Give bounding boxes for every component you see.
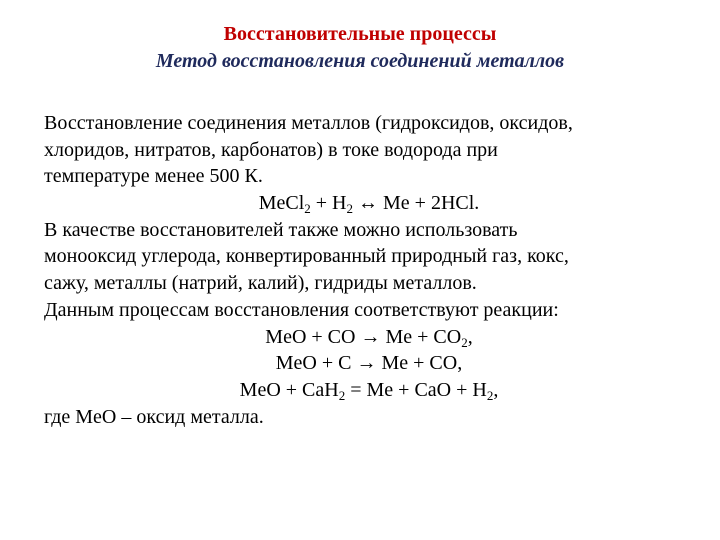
equation-subscript: 2 [346, 201, 353, 217]
equation-meo-c: MeO + C → Me + CO, [275, 352, 463, 375]
equation-meo-co [44, 324, 694, 351]
equation-subscript: 2 [461, 334, 468, 350]
equation-part: + H [310, 192, 347, 215]
paragraph-line: температуре менее 500 К. [44, 165, 263, 188]
paragraph-line: монооксид углерода, конвертированный природный газ, кокс, [44, 245, 569, 268]
paragraph-line: В качестве восстановителей также можно использовать [44, 218, 518, 241]
paragraph-line: Данным процессам восстановления соответствуют реакции: [44, 298, 559, 321]
paragraph-line: Восстановление соединения металлов (гидроксидов, оксидов, [44, 112, 573, 134]
equation-part: , [467, 325, 473, 348]
slide-title: Восстановительные процессы [223, 23, 497, 45]
equation-subscript: 2 [486, 387, 494, 403]
paragraph-line: где MeO – оксид металла. [44, 405, 264, 428]
equation-part: ↔ Me + 2HCl. [353, 192, 480, 215]
equation-subscript: 2 [338, 387, 346, 403]
equation-mecl2-h2 [44, 190, 694, 217]
equation-part: MeO + CO → Me + CO [265, 325, 462, 348]
equation-part: , [493, 378, 499, 401]
paragraph-line: сажу, металлы (натрий, калий), гидриды металлов. [44, 272, 477, 295]
slide-body [44, 110, 694, 430]
equation-part: = Me + CaO + H [345, 378, 487, 401]
equation-part: MeO + CaH [239, 378, 339, 401]
slide-subtitle: Метод восстановления соединений металлов [155, 50, 565, 72]
paragraph-line: хлоридов, нитратов, карбонатов) в токе водорода при [44, 138, 498, 161]
equation-meo-cah2 [44, 377, 694, 404]
equation-part: MeCl [258, 192, 305, 215]
equation-subscript: 2 [304, 201, 311, 217]
